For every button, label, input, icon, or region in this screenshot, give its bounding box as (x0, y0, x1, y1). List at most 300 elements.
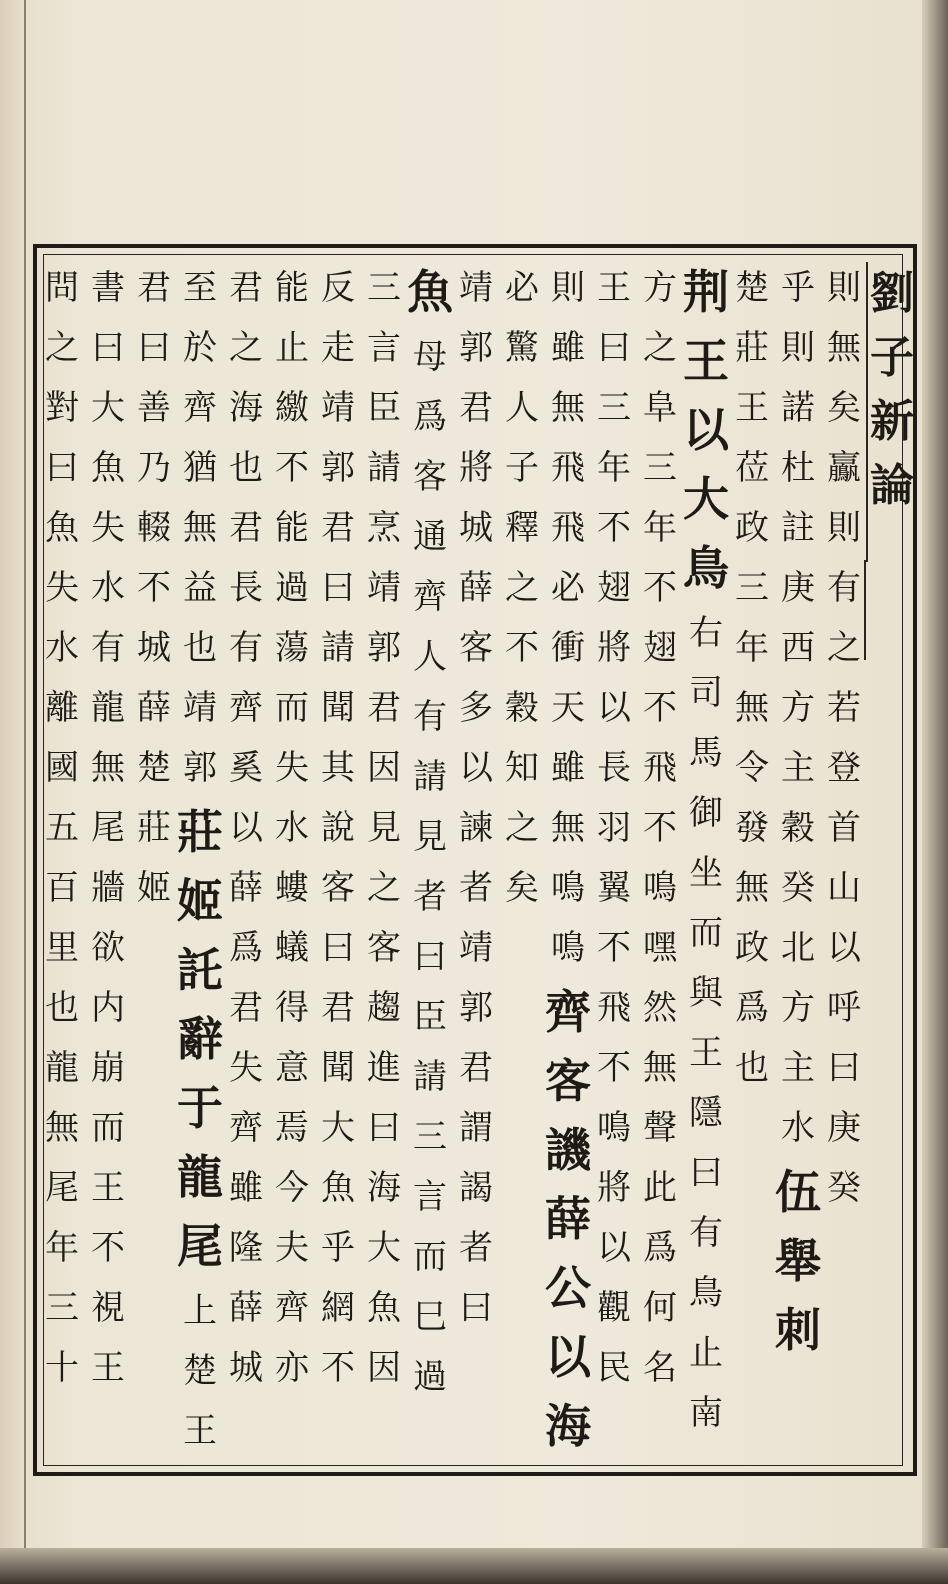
char: 齊 (229, 1108, 263, 1148)
char: 莅 (735, 448, 769, 488)
char: 大 (91, 388, 125, 428)
char: 南 (689, 1393, 723, 1433)
char: 無 (551, 388, 585, 428)
char: 必 (551, 568, 585, 608)
char: 大 (367, 1228, 401, 1268)
char: 也 (735, 1048, 769, 1088)
char: 之 (367, 868, 401, 908)
title-char: 論 (870, 460, 914, 511)
char: 釋 (505, 508, 539, 548)
char: 而 (275, 688, 309, 728)
char: 令 (735, 748, 769, 788)
text-column-1 (818, 258, 870, 1218)
char: 崩 (91, 1048, 125, 1088)
char: 靖 (321, 388, 355, 428)
char: 莊 (735, 328, 769, 368)
char: 乎 (781, 268, 815, 308)
char: 三 (643, 448, 677, 488)
char: 方 (781, 988, 815, 1028)
char: 莊 (137, 808, 171, 848)
char: 君 (229, 508, 263, 548)
text-column-8 (496, 258, 548, 918)
char: 失 (275, 748, 309, 788)
char: 主 (781, 748, 815, 788)
char: 發 (735, 808, 769, 848)
heading-char: 舉 (775, 1234, 821, 1288)
char: 楚 (137, 748, 171, 788)
char: 無 (183, 508, 217, 548)
char: 過 (275, 568, 309, 608)
char: 齊 (413, 577, 447, 617)
char: 乎 (321, 1228, 355, 1268)
char: 聲 (643, 1108, 677, 1148)
char: 君 (321, 988, 355, 1028)
char: 鸁 (827, 448, 861, 488)
char: 乃 (137, 448, 171, 488)
char: 能 (275, 508, 309, 548)
char: 失 (229, 1048, 263, 1088)
char: 三 (597, 388, 631, 428)
char: 龍 (45, 1048, 79, 1088)
char: 馬 (689, 733, 723, 773)
char: 請 (367, 448, 401, 488)
char: 無 (735, 868, 769, 908)
char: 人 (505, 388, 539, 428)
text-column-10 (404, 258, 456, 1407)
char: 夫 (275, 1228, 309, 1268)
heading-char: 王 (683, 334, 729, 388)
char: 然 (643, 988, 677, 1028)
char: 以 (597, 688, 631, 728)
char: 說 (321, 808, 355, 848)
char: 右 (689, 613, 723, 653)
char: 矣 (827, 388, 861, 428)
char: 之 (827, 628, 861, 668)
char: 止 (689, 1333, 723, 1373)
char: 以 (229, 808, 263, 848)
char: 不 (91, 1228, 125, 1268)
char: 癸 (827, 1168, 861, 1208)
char: 觀 (597, 1288, 631, 1328)
char: 何 (643, 1288, 677, 1328)
char: 國 (45, 748, 79, 788)
char: 水 (275, 808, 309, 848)
text-column-15 (174, 258, 226, 1461)
char: 翅 (597, 568, 631, 608)
heading-char: 薛 (545, 1192, 591, 1246)
text-column-7 (542, 258, 594, 1461)
char: 有 (91, 628, 125, 668)
heading-char: 莊 (177, 805, 223, 859)
heading-char: 刺 (775, 1303, 821, 1357)
text-column-9 (450, 258, 502, 1338)
char: 以 (459, 748, 493, 788)
char: 矣 (505, 868, 539, 908)
char: 今 (275, 1168, 309, 1208)
char: 有 (689, 1213, 723, 1253)
char: 尾 (91, 808, 125, 848)
char: 諾 (781, 388, 815, 428)
char: 之 (505, 808, 539, 848)
char: 之 (229, 328, 263, 368)
char: 曰 (45, 448, 79, 488)
text-column-17 (82, 258, 134, 1398)
heading-char: 以 (683, 403, 729, 457)
char: 御 (689, 793, 723, 833)
char: 爲 (413, 397, 447, 437)
char: 登 (827, 748, 861, 788)
char: 請 (321, 628, 355, 668)
char: 薛 (229, 868, 263, 908)
char: 天 (551, 688, 585, 728)
char: 鳴 (551, 868, 585, 908)
char: 靖 (183, 688, 217, 728)
char: 年 (735, 628, 769, 668)
char: 不 (643, 808, 677, 848)
char: 三 (413, 1117, 447, 1157)
char: 長 (229, 568, 263, 608)
char: 薛 (459, 568, 493, 608)
char: 若 (827, 688, 861, 728)
char: 過 (413, 1357, 447, 1397)
heading-char: 姬 (177, 874, 223, 928)
char: 爲 (735, 988, 769, 1028)
char: 鳴 (551, 928, 585, 968)
char: 繳 (275, 388, 309, 428)
char: 謁 (459, 1168, 493, 1208)
char: 楚 (183, 1351, 217, 1391)
char: 三 (735, 568, 769, 608)
char: 聞 (321, 688, 355, 728)
char: 必 (505, 268, 539, 308)
char: 此 (643, 1168, 677, 1208)
char: 政 (735, 928, 769, 968)
char: 也 (45, 988, 79, 1028)
char: 内 (91, 988, 125, 1028)
char: 鳥 (689, 1273, 723, 1313)
char: 諫 (459, 808, 493, 848)
char: 雖 (551, 328, 585, 368)
char: 通 (413, 517, 447, 557)
char: 母 (413, 337, 447, 377)
char: 水 (91, 568, 125, 608)
char: 言 (367, 328, 401, 368)
char: 不 (321, 1348, 355, 1388)
char: 龍 (91, 688, 125, 728)
char: 年 (597, 448, 631, 488)
char: 至 (183, 268, 217, 308)
char: 之 (505, 568, 539, 608)
char: 書 (91, 268, 125, 308)
char: 烹 (367, 508, 401, 548)
char: 不 (643, 568, 677, 608)
char: 失 (45, 568, 79, 608)
char: 里 (45, 928, 79, 968)
char: 上 (183, 1291, 217, 1331)
char: 善 (137, 388, 171, 428)
char: 無 (827, 328, 861, 368)
heading-char: 魚 (407, 265, 453, 319)
char: 君 (459, 1048, 493, 1088)
char: 者 (413, 877, 447, 917)
char: 君 (459, 388, 493, 428)
char: 郭 (321, 448, 355, 488)
char: 王 (91, 1168, 125, 1208)
char: 坐 (689, 853, 723, 893)
char: 欲 (91, 928, 125, 968)
char: 羽 (597, 808, 631, 848)
char: 見 (367, 808, 401, 848)
char: 請 (413, 1057, 447, 1097)
char: 君 (367, 688, 401, 728)
char: 見 (413, 817, 447, 857)
char: 曰 (91, 328, 125, 368)
char: 不 (137, 568, 171, 608)
char: 大 (321, 1108, 355, 1148)
char: 薛 (229, 1288, 263, 1328)
text-column-4 (680, 258, 732, 1443)
char: 城 (137, 628, 171, 668)
char: 齊 (229, 688, 263, 728)
char: 也 (183, 628, 217, 668)
char: 者 (459, 1228, 493, 1268)
char: 對 (45, 388, 79, 428)
char: 郭 (459, 328, 493, 368)
char: 城 (459, 508, 493, 548)
text-column-16 (128, 258, 180, 918)
char: 海 (367, 1168, 401, 1208)
char: 郭 (183, 748, 217, 788)
char: 癸 (781, 868, 815, 908)
char: 郭 (459, 988, 493, 1028)
char: 五 (45, 808, 79, 848)
char: 王 (91, 1348, 125, 1388)
char: 杜 (781, 448, 815, 488)
char: 不 (597, 1048, 631, 1088)
char: 主 (781, 1048, 815, 1088)
char: 離 (45, 688, 79, 728)
char: 於 (183, 328, 217, 368)
char: 不 (505, 628, 539, 668)
char: 無 (643, 1048, 677, 1088)
char: 走 (321, 328, 355, 368)
char: 水 (781, 1108, 815, 1148)
char: 將 (459, 448, 493, 488)
char: 鳴 (643, 868, 677, 908)
heading-char: 海 (545, 1399, 591, 1453)
char: 翅 (643, 628, 677, 668)
char: 因 (367, 748, 401, 788)
char: 阜 (643, 388, 677, 428)
char: 趨 (367, 988, 401, 1028)
char: 薛 (137, 688, 171, 728)
char: 王 (183, 1411, 217, 1451)
char: 得 (275, 988, 309, 1028)
heading-char: 尾 (177, 1219, 223, 1273)
char: 曰 (321, 928, 355, 968)
char: 隆 (229, 1228, 263, 1268)
char: 嘿 (643, 928, 677, 968)
char: 以 (597, 1228, 631, 1268)
heading-char: 伍 (775, 1165, 821, 1219)
char: 客 (413, 457, 447, 497)
char: 庚 (781, 568, 815, 608)
char: 王 (597, 268, 631, 308)
char: 曰 (689, 1153, 723, 1193)
char: 奚 (229, 748, 263, 788)
char: 能 (275, 268, 309, 308)
char: 君 (229, 988, 263, 1028)
char: 城 (229, 1348, 263, 1388)
char: 與 (689, 973, 723, 1013)
char: 西 (781, 628, 815, 668)
heading-char: 譏 (545, 1123, 591, 1177)
char: 問 (45, 268, 79, 308)
char: 飛 (597, 988, 631, 1028)
char: 十 (45, 1348, 79, 1388)
char: 則 (551, 268, 585, 308)
char: 方 (781, 688, 815, 728)
char: 曰 (459, 1288, 493, 1328)
title-char: 劉 (870, 268, 914, 319)
char: 也 (229, 448, 263, 488)
char: 長 (597, 748, 631, 788)
char: 首 (827, 808, 861, 848)
char: 民 (597, 1348, 631, 1388)
char: 而 (91, 1108, 125, 1148)
text-column-5 (634, 258, 686, 1398)
char: 則 (827, 268, 861, 308)
char: 焉 (275, 1108, 309, 1148)
char: 呼 (827, 988, 861, 1028)
char: 飛 (551, 448, 585, 488)
char: 百 (45, 868, 79, 908)
char: 魚 (321, 1168, 355, 1208)
char: 不 (597, 928, 631, 968)
char: 請 (413, 757, 447, 797)
char: 郭 (367, 628, 401, 668)
char: 之 (643, 328, 677, 368)
char: 反 (321, 268, 355, 308)
heading-char: 鳥 (683, 541, 729, 595)
heading-char: 公 (545, 1261, 591, 1315)
heading-char: 龍 (177, 1150, 223, 1204)
page-edge-shadow (922, 0, 948, 1584)
title-char: 子 (870, 332, 914, 383)
char: 三 (45, 1288, 79, 1328)
char: 曰 (597, 328, 631, 368)
char: 魚 (367, 1288, 401, 1328)
heading-char: 大 (683, 472, 729, 526)
char: 有 (827, 568, 861, 608)
char: 無 (91, 748, 125, 788)
char: 水 (45, 628, 79, 668)
char: 君 (229, 268, 263, 308)
char: 客 (459, 628, 493, 668)
char: 北 (781, 928, 815, 968)
char: 意 (275, 1048, 309, 1088)
char: 視 (91, 1288, 125, 1328)
text-column-12 (312, 258, 364, 1398)
char: 魚 (91, 448, 125, 488)
char: 臣 (367, 388, 401, 428)
char: 言 (413, 1177, 447, 1217)
char: 曰 (413, 937, 447, 977)
char: 驚 (505, 328, 539, 368)
char: 海 (229, 388, 263, 428)
char: 飛 (551, 508, 585, 548)
text-column-14 (220, 258, 272, 1398)
char: 曰 (827, 1048, 861, 1088)
char: 以 (827, 928, 861, 968)
char: 曰 (137, 328, 171, 368)
char: 謂 (459, 1108, 493, 1148)
char: 者 (459, 868, 493, 908)
char: 網 (321, 1288, 355, 1328)
char: 齊 (275, 1288, 309, 1328)
text-column-13 (266, 258, 318, 1398)
char: 無 (45, 1108, 79, 1148)
char: 其 (321, 748, 355, 788)
char: 爲 (643, 1228, 677, 1268)
char: 姬 (137, 868, 171, 908)
char: 雖 (229, 1168, 263, 1208)
char: 三 (367, 268, 401, 308)
char: 年 (643, 508, 677, 548)
char: 無 (735, 688, 769, 728)
char: 客 (367, 928, 401, 968)
char: 聞 (321, 1048, 355, 1088)
char: 曰 (321, 568, 355, 608)
char: 則 (827, 508, 861, 548)
char: 進 (367, 1048, 401, 1088)
char: 君 (321, 508, 355, 548)
char: 楚 (735, 268, 769, 308)
char: 客 (321, 868, 355, 908)
char: 飛 (643, 748, 677, 788)
char: 有 (413, 697, 447, 737)
char: 靖 (459, 928, 493, 968)
char: 衝 (551, 628, 585, 668)
char: 穀 (505, 688, 539, 728)
char: 雖 (551, 748, 585, 788)
char: 不 (643, 688, 677, 728)
heading-char: 以 (545, 1330, 591, 1384)
text-column-3 (726, 258, 778, 1098)
char: 翼 (597, 868, 631, 908)
title-char: 新 (870, 396, 914, 447)
page-title (866, 262, 916, 562)
heading-char: 客 (545, 1054, 591, 1108)
char: 而 (689, 913, 723, 953)
scan-bottom-edge (0, 1548, 948, 1584)
text-column-11 (358, 258, 410, 1398)
char: 靖 (367, 568, 401, 608)
char: 因 (367, 1348, 401, 1388)
char: 不 (275, 448, 309, 488)
heading-char: 荆 (683, 265, 729, 319)
char: 曰 (367, 1108, 401, 1148)
char: 王 (689, 1033, 723, 1073)
char: 失 (91, 508, 125, 548)
char: 亦 (275, 1348, 309, 1388)
char: 穀 (781, 808, 815, 848)
char: 益 (183, 568, 217, 608)
char: 人 (413, 637, 447, 677)
char: 子 (505, 448, 539, 488)
heading-char: 辭 (177, 1012, 223, 1066)
char: 止 (275, 328, 309, 368)
